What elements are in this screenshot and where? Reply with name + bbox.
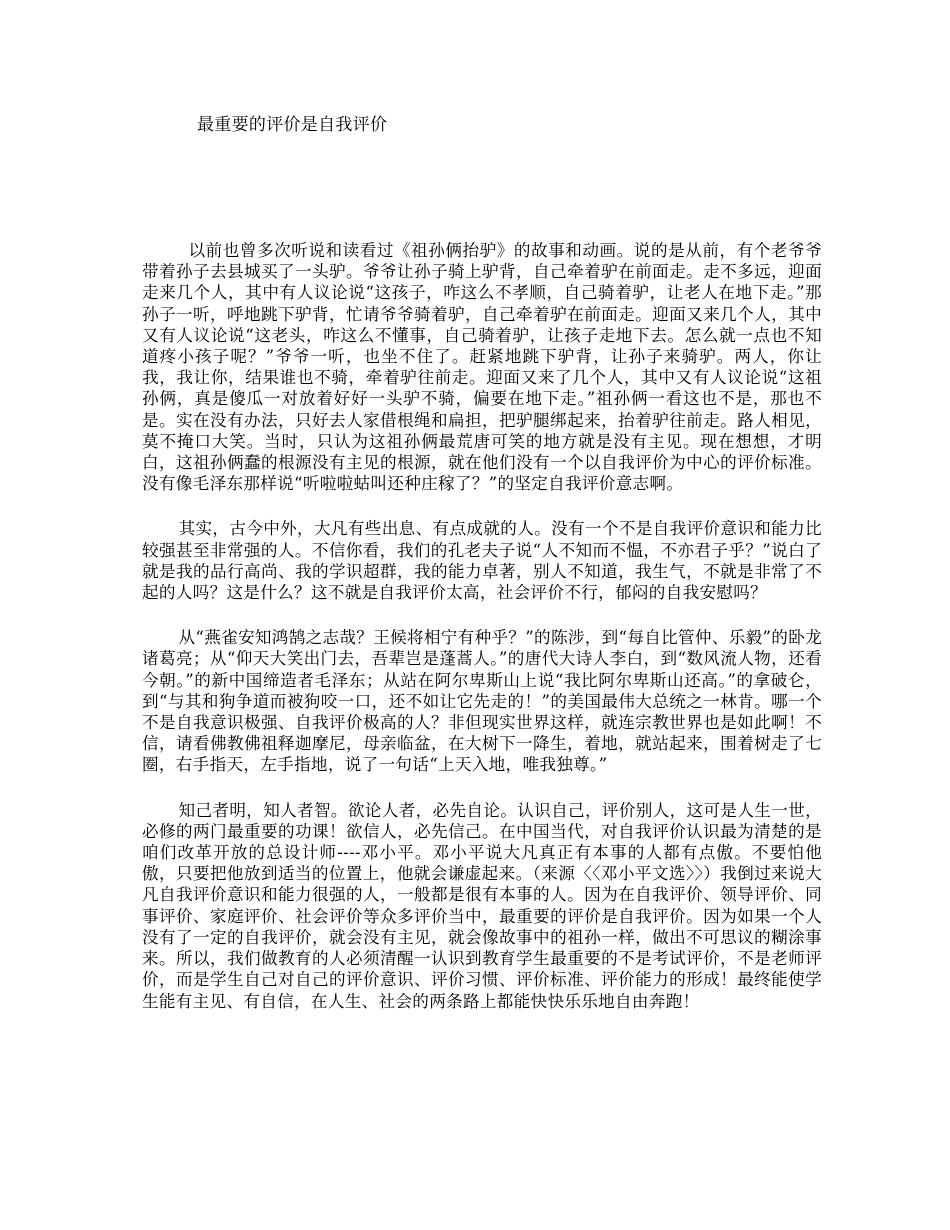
paragraph-4: 知己者明，知人者智。欲论人者，必先自论。认识自己，评价别人，这可是人生一世，必修的两门最重要的功课！欲信人，必先信己。在中国当代，对自我评价认识最为清楚的是咱们改革开放的总设计师----邓小平。邓小平说大凡真正有本事的人都有点傲。不要怕他傲，只要把他放到适当的位置上，他就会谦虚起来。（来源〈〈邓小平文选〉〉）我倒过来说大凡自我评价意识和能力很强的人，一般都是很有本事的人。因为在自我评价、领导评价、同事评价、家庭评价、社会评价等众多评价当中，最重要的评价是自我评价。因为如果一个人没有了一定的自我评价，就会没有主见，就会像故事中的祖孙一样，做出不可思议的糊涂事来。所以，我们做教育的人必须清醒一认识到教育学生最重要的不是考试评价，不是老师评价，而是学生自己对自己的评价意识、评价习惯、评价标准、评价能力的形成！最终能使学生能有主见、有自信，在人生、社会的两条路上都能快快乐乐地自由奔跑！ bbox=[142, 800, 822, 1011]
paragraph-2: 其实，古今中外，大凡有些出息、有点成就的人。没有一个不是自我评价意识和能力比较强甚至非常强的人。不信你看，我们的孔老夫子说“人不知而不愠，不亦君子乎？”说白了就是我的品行高尚、我的学识超群，我的能力卓著，别人不知道，我生气，不就是非常了不起的人吗？这是什么？这不就是自我评价太高，社会评价不行，郁闷的自我安慰吗？ bbox=[142, 519, 822, 603]
document-title: 最重要的评价是自我评价 bbox=[197, 115, 388, 135]
document-body bbox=[142, 240, 822, 1036]
paragraph-1: 以前也曾多次听说和读看过《祖孙俩抬驴》的故事和动画。说的是从前，有个老爷爷带着孙子去县城买了一头驴。爷爷让孙子骑上驴背，自己牵着驴在前面走。走不多远，迎面走来几个人，其中有人议论说“这孩子，咋这么不孝顺，自己骑着驴，让老人在地下走。”那孙子一听，呼地跳下驴背，忙请爷爷骑着驴，自己牵着驴在前面走。迎面又来几个人，其中又有人议论说“这老头，咋这么不懂事，自己骑着驴，让孩子走地下去。怎么就一点也不知道疼小孩子呢？”爷爷一听，也坐不住了。赶紧地跳下驴背，让孙子来骑驴。两人，你让我，我让你，结果谁也不骑，牵着驴往前走。迎面又来了几个人，其中又有人议论说“这祖孙俩，真是傻瓜一对放着好好一头驴不骑，偏要在地下走。”祖孙俩一看这也不是，那也不是。实在没有办法，只好去人家借根绳和扁担，把驴腿绑起来，抬着驴往前走。路人相见，莫不掩口大笑。当时，只认为这祖孙俩最荒唐可笑的地方就是没有主见。现在想想，才明白，这祖孙俩蠢的根源没有主见的根源，就在他们没有一个以自我评价为中心的评价标准。没有像毛泽东那样说“听啦啦蛄叫还种庄稼了？”的坚定自我评价意志啊。 bbox=[142, 241, 822, 494]
paragraph-3: 从“燕雀安知鸿鹄之志哉？王候将相宁有种乎？”的陈涉，到“每自比管仲、乐毅”的卧龙诸葛亮；从“仰天大笑出门去，吾辈岂是蓬蒿人。”的唐代大诗人李白，到“数风流人物，还看今朝。”的新中国缔造者毛泽东；从站在阿尔卑斯山上说“我比阿尔卑斯山还高。”的拿破仑，到“与其和狗争道而被狗咬一口，还不如让它先走的！”的美国最伟大总统之一林肯。哪一个不是自我意识极强、自我评价极高的人？非但现实世界这样，就连宗教世界也是如此啊！不信，请看佛教佛祖释迦摩尼，母亲临盆，在大树下一降生，着地，就站起来，围着树走了七圈，右手指天，左手指地，说了一句话“上天入地，唯我独尊。” bbox=[142, 628, 822, 775]
